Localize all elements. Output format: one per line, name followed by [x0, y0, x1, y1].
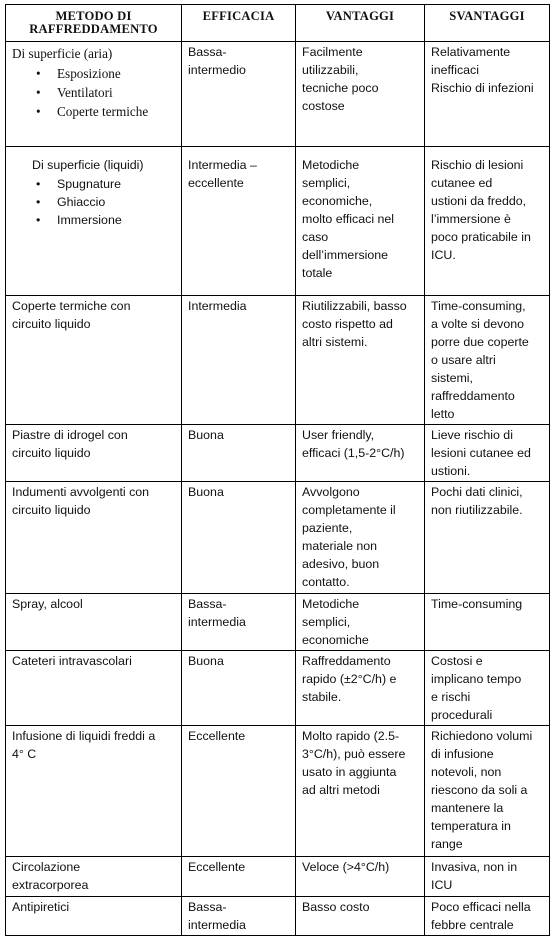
- method-text: Antipiretici: [12, 899, 70, 914]
- list-item: • Esposizione: [36, 64, 176, 83]
- cell-pros: Metodiche semplici, economiche: [296, 593, 425, 650]
- cell-method: [6, 856, 182, 896]
- header-method-line1: METODO DI: [55, 9, 132, 23]
- table-row: [6, 296, 550, 425]
- cell-cons: Costosi e implicano tempo e rischi procedurali: [425, 650, 550, 725]
- method-text: Di superficie (liquidi): [32, 158, 144, 172]
- cell-pros: Basso costo: [296, 896, 425, 935]
- list-item: • Ghiaccio: [36, 194, 176, 212]
- cell-cons: Time-consuming, a volte si devono porre due coperte o usare altri sistemi, raffreddamento letto: [425, 296, 550, 425]
- header-method-line2: RAFFREDDAMENTO: [29, 22, 158, 37]
- table-row: [6, 896, 550, 935]
- table-row: [6, 593, 550, 650]
- cooling-methods-table: [5, 4, 550, 936]
- list-item: • Coperte termiche: [36, 102, 176, 121]
- list-item: • Spugnature: [36, 176, 176, 194]
- list-item: • Ventilatori: [36, 83, 176, 102]
- method-text: Indumenti avvolgenti con circuito liquido: [12, 484, 150, 517]
- header-efficacy: EFFICACIA: [182, 5, 296, 42]
- method-text: Infusione di liquidi freddi a 4° C: [12, 728, 156, 761]
- list-item: • Immersione: [36, 212, 176, 230]
- table-body: [6, 42, 550, 936]
- cell-method: [6, 424, 182, 481]
- cell-cons: Relativamente inefficaci Rischio di infezioni: [425, 42, 550, 147]
- table-row: [6, 856, 550, 896]
- method-text: Piastre di idrogel con circuito liquido: [12, 427, 128, 460]
- cell-method: [6, 593, 182, 650]
- method-bullet-list: [12, 64, 176, 121]
- cell-pros: Facilmente utilizzabili, tecniche poco costose: [296, 42, 425, 147]
- table-row: [6, 424, 550, 481]
- table-row: [6, 42, 550, 147]
- cell-method: [6, 725, 182, 856]
- cell-method: [6, 481, 182, 593]
- method-bullet-list: [12, 176, 176, 230]
- table-row: [6, 725, 550, 856]
- header-row: [6, 5, 550, 42]
- cell-efficacy: Bassa- intermedio: [182, 42, 296, 147]
- cell-efficacy: Bassa- intermedia: [182, 896, 296, 935]
- cell-method: [6, 42, 182, 147]
- method-text: Cateteri intravascolari: [12, 653, 132, 668]
- cell-method: [6, 147, 182, 296]
- cell-cons: Time-consuming: [425, 593, 550, 650]
- cell-cons: Rischio di lesioni cutanee ed ustioni da freddo, l’immersione è poco praticabile in ICU.: [425, 147, 550, 296]
- cell-efficacy: Eccellente: [182, 725, 296, 856]
- cell-efficacy: Intermedia – eccellente: [182, 147, 296, 296]
- cell-pros: Metodiche semplici, economiche, molto efficaci nel caso dell’immersione totale: [296, 147, 425, 296]
- cell-pros: User friendly, efficaci (1,5-2°C/h): [296, 424, 425, 481]
- header-pros: VANTAGGI: [296, 5, 425, 42]
- cell-efficacy: Intermedia: [182, 296, 296, 425]
- cell-cons: Richiedono volumi di infusione notevoli, non riescono da soli a mantenere la temperatura in range: [425, 725, 550, 856]
- cell-pros: Avvolgono completamente il paziente, materiale non adesivo, buon contatto.: [296, 481, 425, 593]
- cell-cons: Invasiva, non in ICU: [425, 856, 550, 896]
- cell-efficacy: Buona: [182, 424, 296, 481]
- cell-pros: Molto rapido (2.5- 3°C/h), può essere usato in aggiunta ad altri metodi: [296, 725, 425, 856]
- cell-pros: Riutilizzabili, basso costo rispetto ad altri sistemi.: [296, 296, 425, 425]
- cell-cons: Poco efficaci nella febbre centrale: [425, 896, 550, 935]
- method-text: Coperte termiche con circuito liquido: [12, 299, 131, 331]
- cell-efficacy: Buona: [182, 650, 296, 725]
- table-row: [6, 650, 550, 725]
- header-method: [6, 5, 182, 42]
- cell-pros: Veloce (>4°C/h): [296, 856, 425, 896]
- cell-efficacy: Eccellente: [182, 856, 296, 896]
- cell-method: [6, 650, 182, 725]
- cell-method: [6, 296, 182, 425]
- header-cons: SVANTAGGI: [425, 5, 550, 42]
- cell-cons: Lieve rischio di lesioni cutanee ed ustioni.: [425, 424, 550, 481]
- method-text: Di superficie (aria): [12, 46, 113, 61]
- cell-efficacy: Buona: [182, 481, 296, 593]
- cell-pros: Raffreddamento rapido (±2°C/h) e stabile.: [296, 650, 425, 725]
- table-row: [6, 481, 550, 593]
- method-text: Circolazione extracorporea: [12, 859, 89, 892]
- cell-cons: Pochi dati clinici, non riutilizzabile.: [425, 481, 550, 593]
- method-text: Spray, alcool: [12, 596, 83, 611]
- cell-method: [6, 896, 182, 935]
- cell-efficacy: Bassa- intermedia: [182, 593, 296, 650]
- table-row: [6, 147, 550, 296]
